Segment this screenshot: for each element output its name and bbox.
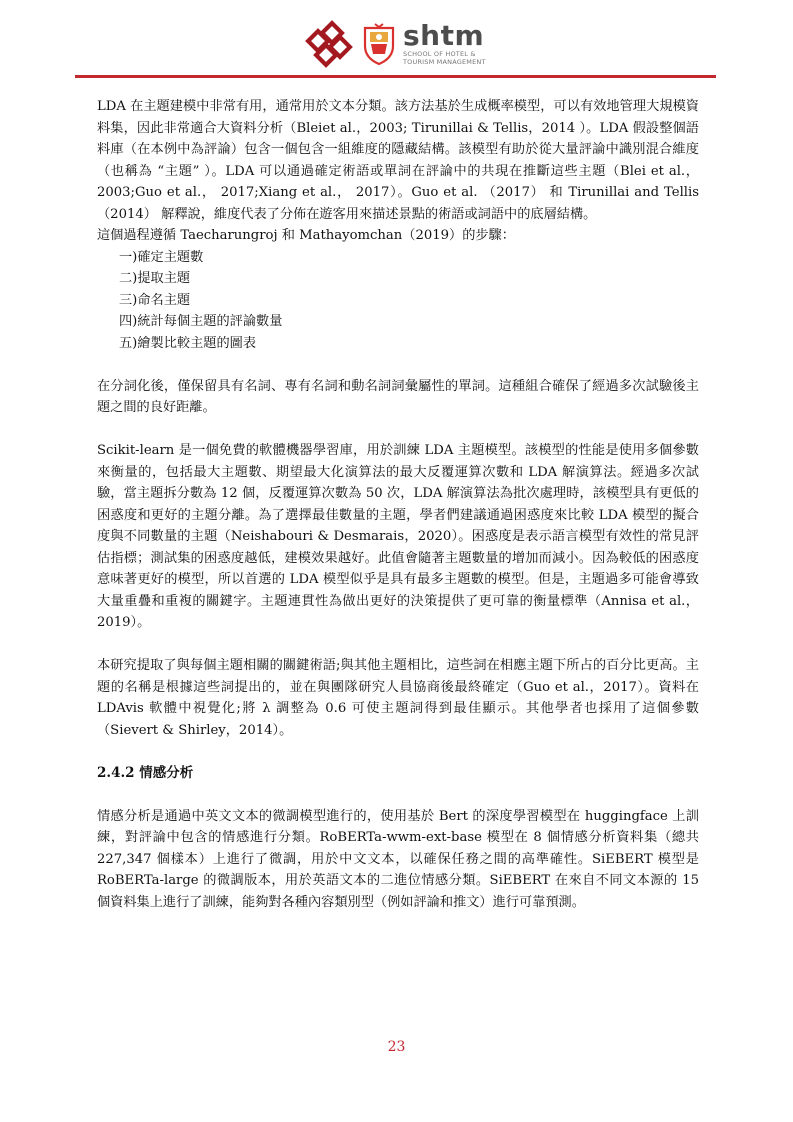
spacer: [97, 419, 699, 441]
paragraph-scikit-learn: Scikit-learn 是一個免費的軟體機器學習庫，用於訓練 LDA 主題模型。該模型的性能是使用多個參數來衡量的，包括最大主題數、期望最大化演算法的最大反覆運算次數和 LDA 解演算法。經過多次試驗，當主題拆分數為 12 個，反覆運算次數為 50 次，LDA 解演算法為批次處理時，該模型具有更低的困惑度和更好的主題分離。為了選擇最佳數量的主題，學者們建議通過困惑度來比較 LDA 模型的擬合度與不同數量的主題（Neishabouri & Desmarais，2020）。困惑度是表示語言模型有效性的常見評估指標；測試集的困惑度越低，建模效果越好。此值會隨著主題數量的增加而減小。因為較低的困惑度意味著更好的模型，所以首選的 LDA 模型似乎是具有最多主題數的模型。但是，主題過多可能會導致大量重疊和重複的關鍵字。主題連貫性為做出更好的決策提供了更可靠的衡量標準（Annisa et al.，2019）。: [97, 443, 699, 630]
paragraph-tokenization: 在分詞化後，僅保留具有名詞、專有名詞和動名詞詞彙屬性的單詞。這種組合確保了經過多次試驗後主題之間的良好距離。: [97, 378, 699, 415]
header-divider: [75, 75, 716, 78]
logo-group: [305, 20, 486, 68]
brand-sub-line2: TOURISM MANAGEMENT: [403, 58, 486, 66]
paragraph-key-terms: 本研究提取了與每個主題相關的關鍵術語;與其他主題相比，這些詞在相應主題下所占的百分比更高。主題的名稱是根據這些詞提出的，並在與團隊研究人員協商後最終確定（Guo et al.，2017）。資料在 LDAvis 軟體中視覺化;將 λ 調整為 0.6 可使主題詞得到最佳顯示。其他學者也採用了這個參數（Sievert & Shirley，2014）。: [97, 658, 699, 738]
spacer: [97, 634, 699, 656]
spacer: [97, 741, 699, 763]
spacer: [97, 354, 699, 376]
paragraph-lda-intro: LDA 在主題建模中非常有用，通常用於文本分類。該方法基於生成概率模型，可以有效地管理大規模資料集，因此非常適合大資料分析（Bleiet al.，2003; Tirunillai & Tellis，2014 ）。LDA 假設整個語料庫（在本例中為評論）包含一個包含一組維度的隱藏結構。該模型有助於從大量評論中識別混合維度（也稱為 “主題” ）。LDA 可以通過確定術語或單詞在評論中的共現在推斷這些主題（Blei et al.， 2003;Guo et al.， 2017;Xiang et al.， 2017）。Guo et al. （2017） 和 Tirunillai and Tellis （2014） 解釋說，維度代表了分佈在遊客用來描述景點的術語或詞語中的底層結構。: [97, 99, 699, 222]
brand-sub-line1: SCHOOL OF HOTEL &: [403, 50, 476, 58]
section-heading: 2.4.2 情感分析: [97, 764, 194, 781]
spacer: [97, 784, 699, 806]
list-item: 二)提取主題: [119, 271, 191, 286]
brand-text: [403, 19, 486, 66]
polyu-knot-logo-icon: [305, 20, 353, 68]
list-item: 一)確定主題數: [119, 249, 204, 265]
list-item: 三)命名主題: [119, 292, 191, 308]
brand-name: shtm: [403, 19, 485, 52]
page-number: 23: [387, 1039, 406, 1055]
school-crest-icon: [361, 22, 397, 66]
list-item: 五)繪製比較主題的圖表: [119, 335, 257, 351]
paragraph-sentiment-analysis: 情感分析是通過中英文文本的微調模型進行的，使用基於 Bert 的深度學習模型在 huggingface 上訓練，對評論中包含的情感進行分類。RoBERTa-wwm-ext-base 模型在 8 個情感分析資料集（總共 227,347 個樣本）上進行了微調，用於中文文本，以確保任務之間的高準確性。SiEBERT 模型是 RoBERTa-large 的微調版本，用於英語文本的二進位情感分類。SiEBERT 在來自不同文本源的 15 個資料集上進行了訓練，能夠對各種內容類別型（例如評論和推文）進行可靠預測。: [97, 808, 699, 910]
page-header: [0, 0, 793, 80]
steps-list: [97, 247, 699, 355]
list-item: 四)統計每個主題的評論數量: [119, 314, 283, 329]
page-body: [97, 96, 699, 913]
paragraph-steps-intro: 這個過程遵循 Taecharungroj 和 Mathayomchan（2019）的步驟：: [97, 228, 515, 243]
